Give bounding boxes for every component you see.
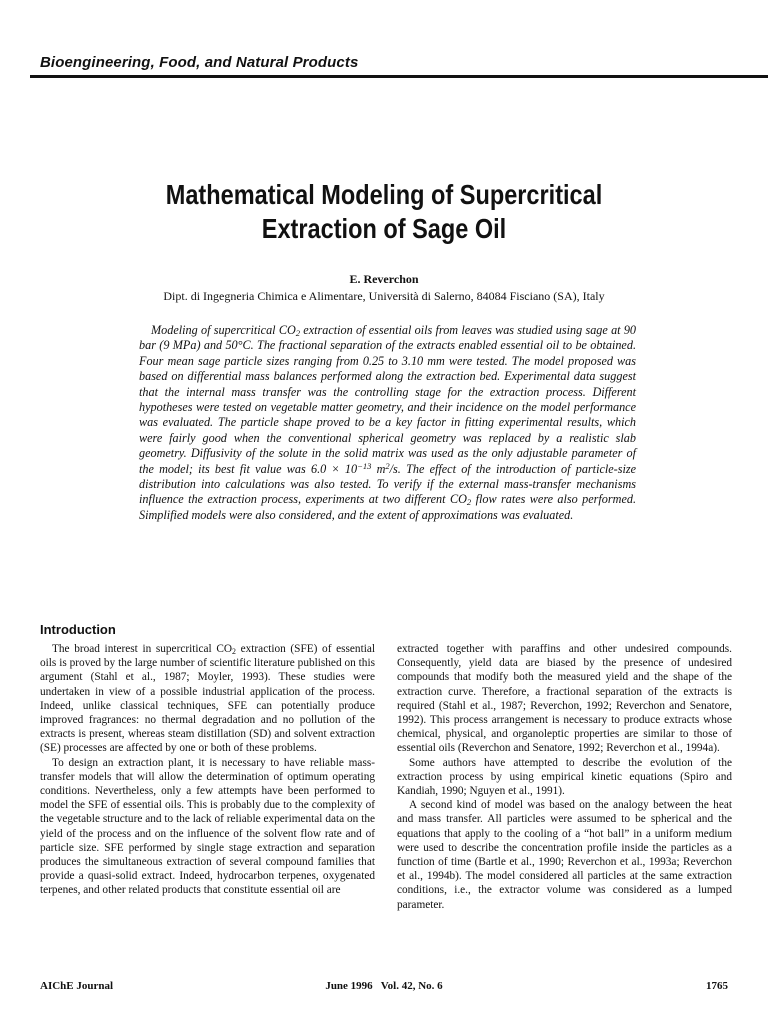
footer-journal: AIChE Journal (40, 980, 114, 992)
title-line-1: Mathematical Modeling of Supercritical (165, 179, 603, 210)
abstract-text-2: extraction of essential oils from leaves was studied using sage at 90 bar (9 MPa) and 50°C. The fractional separation of the extracts enabled essential oil to be obtained. Four mean sage particle sizes ranging from 0.25 to 3.10 mm were tested. The model proposed was based on differential mass balances performed along the extraction bed. Experimental data suggest that the internal mass transfer was the controlling stage for the extraction process. Different hypotheses were tested on vegetable matter geometry, and their incidence on the model performance was evaluated. The particle shape proved to be a key factor in fitting experimental results, which were fairly good when the conventional spherical geometry was replaced by a realistic slab geometry. Diffusivity of the solute in the solid matrix was used as the only adjustable parameter of the model; its best fit value was 6.0 × 10 (139, 323, 637, 476)
intro-paragraph-1 (40, 642, 375, 756)
journal-section-label: Bioengineering, Food, and Natural Products (40, 54, 359, 71)
abstract-sup-1: −13 (357, 460, 372, 471)
article-title (112, 178, 656, 246)
intro-p1-sub: 2 (232, 647, 236, 656)
author-name: E. Reverchon (349, 272, 419, 286)
title-line-2: Extraction of Sage Oil (261, 213, 507, 244)
left-column (40, 642, 375, 898)
abstract-sub-1: 2 (295, 328, 301, 338)
intro-paragraph-4: Some authors have attempted to describe the evolution of the extraction process by using empirical kinetic equations (Spiro and Kandiah, 1990; Nguyen et al., 1991). (397, 756, 732, 798)
abstract-sub-2: 2 (466, 497, 472, 508)
header-rule (30, 75, 768, 78)
abstract-text-1: Modeling of supercritical CO (151, 323, 296, 337)
right-column (397, 642, 732, 912)
abstract-sup-2: 2 (385, 460, 390, 471)
abstract (139, 323, 636, 523)
intro-paragraph-3: extracted together with paraffins and other undesired compounds. Consequently, yield data are biased by the presence of undesired compounds that modify both the measured yield and the shape of the extraction curve. Therefore, a fractional separation of the extracts is required (Stahl et al., 1987; Reverchon, 1992; Reverchon and Senatore, 1992). This process arrangement is necessary to produce extracts whose chemical, physical, and organoleptic properties are similar to those of essential oils (Reverchon and Senatore, 1992; Reverchon et al., 1994a). (397, 643, 732, 755)
abstract-text-5: flow rates were also performed. Simplified models were also considered, and the extent of approximations was evaluated. (139, 492, 636, 522)
abstract-text-4: /s. The effect of the introduction of particle-size distribution into calculations was also tested. To verify if the external mass-transfer mechanisms influence the extraction process, experiments at two different CO (139, 461, 636, 507)
footer-issue: June 1996 Vol. 42, No. 6 (325, 980, 443, 992)
intro-p1-text-b: extraction (SFE) of essential oils is proved by the large number of scientific literature published on this argument (Stahl et al., 1987; Moyler, 1993). These studies were undertaken in view of a possible industrial application of the process. Indeed, unlike classical techniques, SFE can potentially produce improved fragrances: no thermal degradation and no pollution of the extracts is present, whereas steam distillation (SD) and solvent extraction (SE) processes are affected by one or both of these problems. (40, 643, 375, 755)
footer-page-number: 1765 (706, 980, 728, 992)
intro-p1-text-a: The broad interest in supercritical CO (52, 643, 233, 655)
abstract-text-3: m (371, 461, 386, 476)
intro-paragraph-5: A second kind of model was based on the analogy between the heat and mass transfer. All particles were assumed to be spherical and the equations that apply to the cooling of a “hot ball” in a uniform medium were used to describe the concentration profile inside the particles as a function of time (Bartle et al., 1990; Reverchon et al., 1993a; Reverchon et al., 1994b). The model considered all particles at the same extraction conditions, i.e., the extractor volume was considered as a lumped parameter. (397, 799, 732, 911)
author-affiliation: Dipt. di Ingegneria Chimica e Alimentare, Università di Salerno, 84084 Fisciano (SA), Italy (163, 289, 605, 303)
intro-paragraph-2: To design an extraction plant, it is necessary to have reliable mass-transfer models that will allow the determination of optimum operating conditions. Nevertheless, only a few attempts have been performed to model the SFE of essential oils. This is probably due to the complexity of the vegetable structure and to the lack of reliable experimental data on the yield of the process and on the influence of the solvent flow rate and of particle size. SFE performed by single stage extraction and separation produces the simultaneous extraction of several compound families that provide a quasi-solid extract. Indeed, hydrocarbon terpenes, oxygenated terpenes, and other related products that constitute essential oil are (40, 756, 375, 897)
introduction-heading: Introduction (40, 622, 116, 637)
